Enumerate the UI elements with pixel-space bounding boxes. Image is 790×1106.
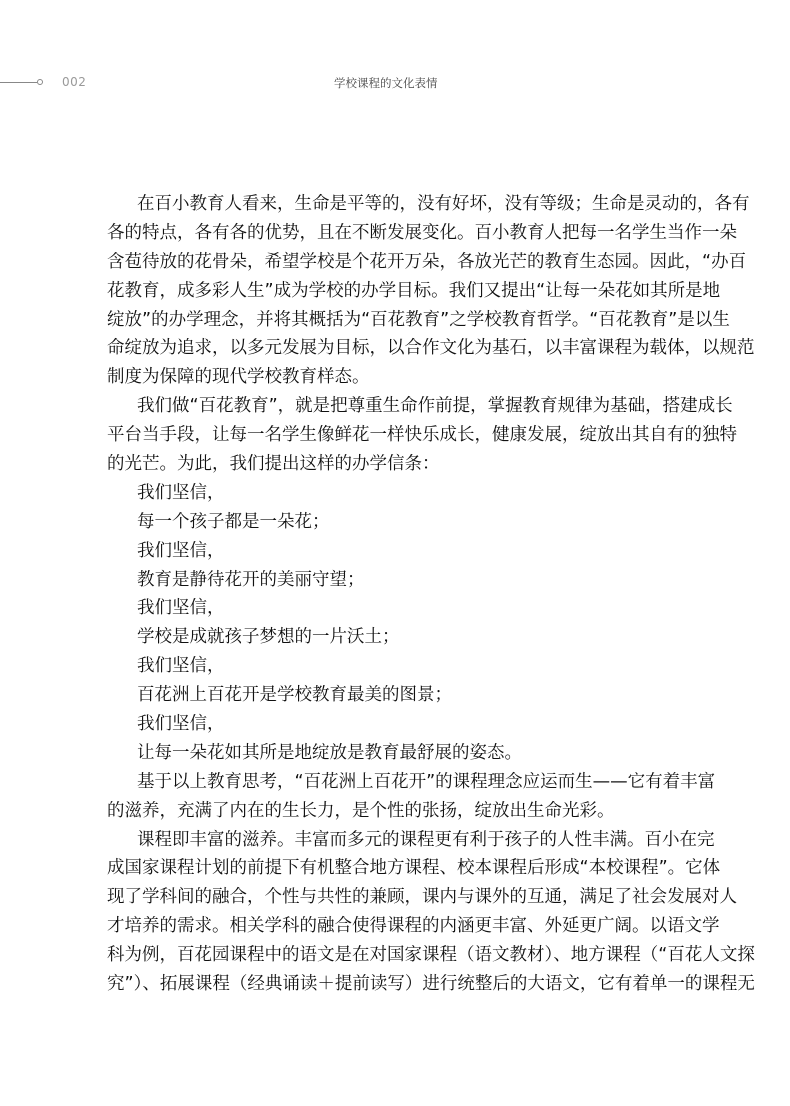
text-line: 我们坚信，: [137, 540, 225, 561]
header-rule: [0, 82, 37, 83]
text-line: 的光芒。为此，我们提出这样的办学信条：: [107, 454, 440, 475]
text-line: 每一个孩子都是一朵花；: [137, 511, 330, 532]
text-line: 的滋养，充满了内在的生长力，是个性的张扬，绽放出生命光彩。: [107, 800, 615, 821]
text-line: 科为例，百花园课程中的语文是在对国家课程（语文教材）、地方课程（“百花人文探: [107, 945, 755, 966]
text-line: 课程即丰富的滋养。丰富而多元的课程更有利于孩子的人性丰满。百小在完: [137, 829, 715, 850]
text-line: 花教育，成多彩人生”成为学校的办学目标。我们又提出“让每一朵花如其所是地: [107, 280, 721, 301]
text-line: 含苞待放的花骨朵，希望学校是个花开万朵，各放光芒的教育生态园。因此，“办百: [107, 251, 747, 272]
text-line: 现了学科间的融合，个性与共性的兼顾，课内与课外的互通，满足了社会发展对人: [107, 887, 737, 908]
text-line: 究”）、拓展课程（经典诵读＋提前读写）进行统整后的大语文，它有着单一的课程无: [107, 974, 755, 995]
text-line: 我们坚信，: [137, 714, 225, 735]
page-number: 002: [62, 75, 87, 89]
text-line: 我们坚信，: [137, 598, 225, 619]
text-line: 平台当手段，让每一名学生像鲜花一样快乐成长，健康发展，绽放出其自有的独特: [107, 425, 737, 446]
text-line: 学校是成就孩子梦想的一片沃土；: [137, 627, 400, 648]
text-line: 绽放”的办学理念，并将其概括为“百花教育”之学校教育哲学。“百花教育”是以生: [107, 309, 730, 330]
text-line: 才培养的需求。相关学科的融合使得课程的内涵更丰富、外延更广阔。以语文学: [107, 916, 720, 937]
text-line: 成国家课程计划的前提下有机整合地方课程、校本课程后形成“本校课程”。它体: [107, 858, 721, 879]
text-line: 我们坚信，: [137, 482, 225, 503]
body-text: [107, 190, 755, 999]
text-line: 基于以上教育思考，“百花洲上百花开”的课程理念应运而生——它有着丰富: [137, 771, 716, 792]
running-title: 学校课程的文化表情: [334, 76, 438, 90]
text-line: 教育是静待花开的美丽守望；: [137, 569, 365, 590]
text-line: 百花洲上百花开是学校教育最美的图景；: [137, 685, 452, 706]
text-line: 在百小教育人看来，生命是平等的，没有好坏，没有等级；生命是灵动的，各有: [137, 194, 750, 214]
header-circle-ornament: [37, 79, 43, 85]
text-line: 命绽放为追求，以多元发展为目标，以合作文化为基石，以丰富课程为载体，以规范: [107, 338, 755, 359]
text-line: 我们坚信，: [137, 656, 225, 677]
text-line: 各的特点，各有各的优势，且在不断发展变化。百小教育人把每一名学生当作一朵: [107, 222, 737, 243]
text-line: 制度为保障的现代学校教育样态。: [107, 367, 370, 388]
text-line: 我们做“百花教育”，就是把尊重生命作前提，掌握教育规律为基础，搭建成长: [137, 396, 733, 417]
text-line: 让每一朵花如其所是地绽放是教育最舒展的姿态。: [137, 742, 522, 763]
